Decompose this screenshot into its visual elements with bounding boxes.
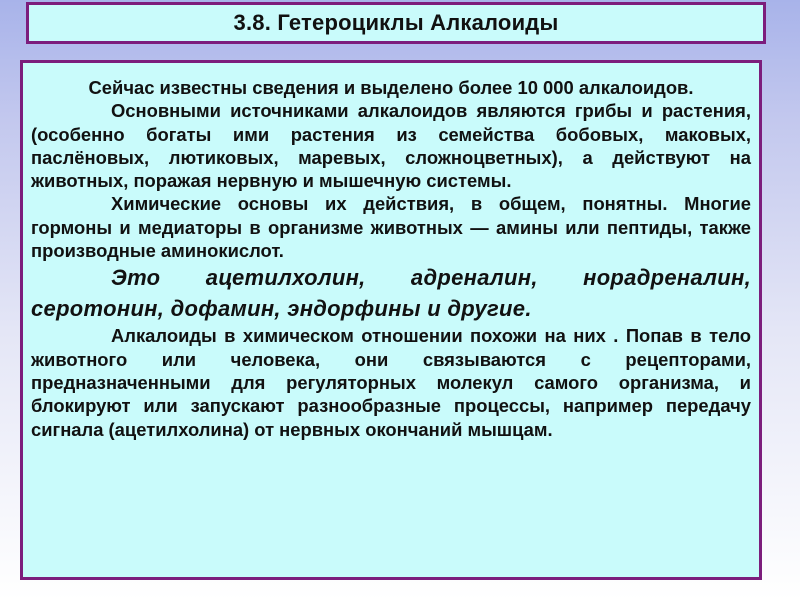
paragraph-examples: Это ацетилхолин, адреналин, норадреналин, серотонин, дофамин, эндорфины и другие. (31, 265, 751, 322)
paragraph-chemistry: Химические основы их действия, в общем, понятны. Многие гормоны и медиаторы в организме животных — амины или пептиды, также производные аминокислот. (31, 193, 751, 262)
slide-title: 3.8. Гетероциклы Алкалоиды (233, 10, 559, 35)
slide-content-box (20, 60, 762, 580)
paragraph-sources: Основными источниками алкалоидов являются грибы и растения, (особенно богаты ими растения из семейства бобовых, маковых, паслёновых, лютиковых, маревых, сложноцветных), а действуют на животных, поражая нервную и мышечную системы. (31, 100, 751, 192)
paragraph-mechanism: Алкалоиды в химическом отношении похожи на них . Попав в тело животного или человека, они связываются с рецепторами, предназначенными для регуляторных молекул самого организма, и блокируют или запускают разнообразные процессы, например передачу сигнала (ацетилхолина) от нервных окончаний мышцам. (31, 325, 751, 440)
paragraph-intro: Сейчас известны сведения и выделено более 10 000 алкалоидов. (88, 77, 694, 98)
slide-title-box (26, 2, 766, 44)
